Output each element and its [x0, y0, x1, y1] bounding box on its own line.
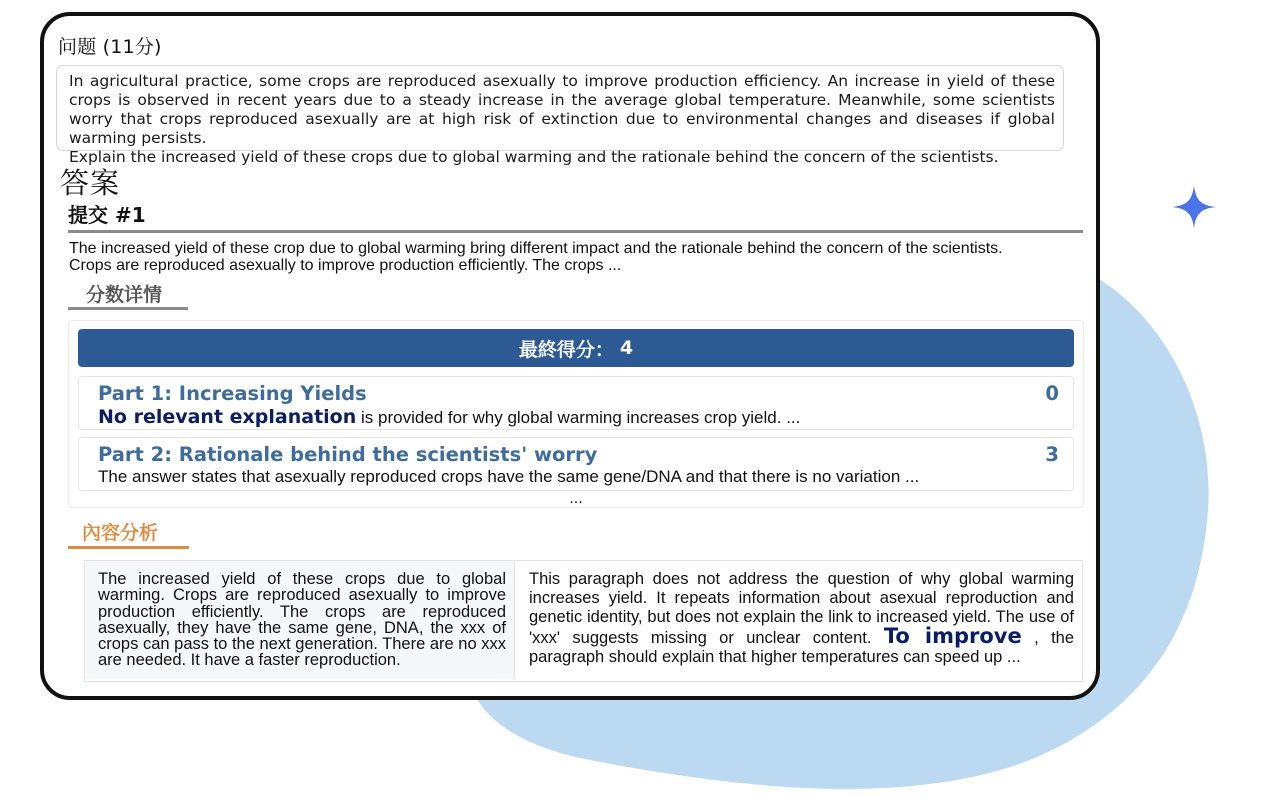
more-parts-ellipsis: ...	[569, 491, 583, 507]
submission-title: 提交 #1	[68, 203, 146, 227]
analysis-panel	[84, 560, 1083, 682]
score-panel	[68, 320, 1084, 508]
feedback-highlight: To improve	[883, 624, 1022, 648]
part-title: Part 1: Increasing Yields	[98, 382, 367, 405]
final-score-label: 最終得分：	[518, 338, 614, 361]
final-score-value: 4	[619, 337, 634, 359]
part-description: The answer states that asexually reproduced crops have the same gene/DNA and that there is no variation ...	[98, 467, 920, 486]
part-highlight: No relevant explanation	[98, 406, 357, 428]
answer-heading: 答案	[60, 166, 121, 200]
submission-line-1: The increased yield of these crop due to global warming bring different impact and the rationale behind the concern of the scientists.	[69, 240, 1003, 257]
tab-score-details-underline	[68, 307, 188, 310]
tab-content-analysis[interactable]: 內容分析	[82, 522, 159, 544]
question-label: 问题 (11分)	[58, 36, 162, 58]
grading-card	[40, 12, 1100, 700]
question-box	[56, 65, 1064, 166]
part-score: 0	[1045, 382, 1059, 405]
submission-text	[69, 240, 1069, 274]
analysis-feedback	[516, 561, 1082, 679]
feedback-text-continued: , the paragraph should explain that higher temperatures can speed up ...	[529, 629, 1075, 666]
analysis-student-text: The increased yield of these crops due to global warming. Crops are reproduced asexually to improve production efficiently. The crops are reproduced asexually, they have the same gene, DNA, the xxx of crops can pass to the next generation. There are no xxx are needed. It have a faster reproduction.	[85, 561, 515, 679]
submission-divider	[68, 230, 1083, 233]
feedback-text: This paragraph does not address the question of why global warming increases yield. It repeats information about asexual reproduction and genetic identity, but does not explain the link to increased yield. The use of 'xxx' suggests missing or unclear content.	[529, 570, 1074, 647]
part-score: 3	[1045, 443, 1059, 466]
tab-content-analysis-underline	[68, 546, 189, 549]
final-score-bar	[78, 329, 1074, 367]
submission-line-2: Crops are reproduced asexually to improve production efficiently. The crops ...	[69, 257, 622, 274]
part-desc-text: is provided for why global warming increases crop yield. ...	[361, 408, 801, 427]
part-title: Part 2: Rationale behind the scientists' worry	[98, 443, 598, 466]
score-part-2[interactable]	[78, 437, 1074, 491]
score-part-1[interactable]	[78, 376, 1074, 430]
question-text: In agricultural practice, some crops are reproduced asexually to improve production efficiency. An increase in yield of these crops is observed in recent years due to a steady increase in the average global temperature. Meanwhile, some scientists worry that crops reproduced asexually are at high risk of extinction due to environmental changes and diseases if global warming persists.	[69, 72, 1055, 147]
part-description	[98, 406, 800, 428]
sparkle-icon	[1172, 185, 1216, 229]
question-instruction: Explain the increased yield of these crops due to global warming and the rationale behind the concern of the scientists.	[69, 148, 999, 166]
tab-score-details[interactable]: 分数详情	[86, 284, 163, 306]
